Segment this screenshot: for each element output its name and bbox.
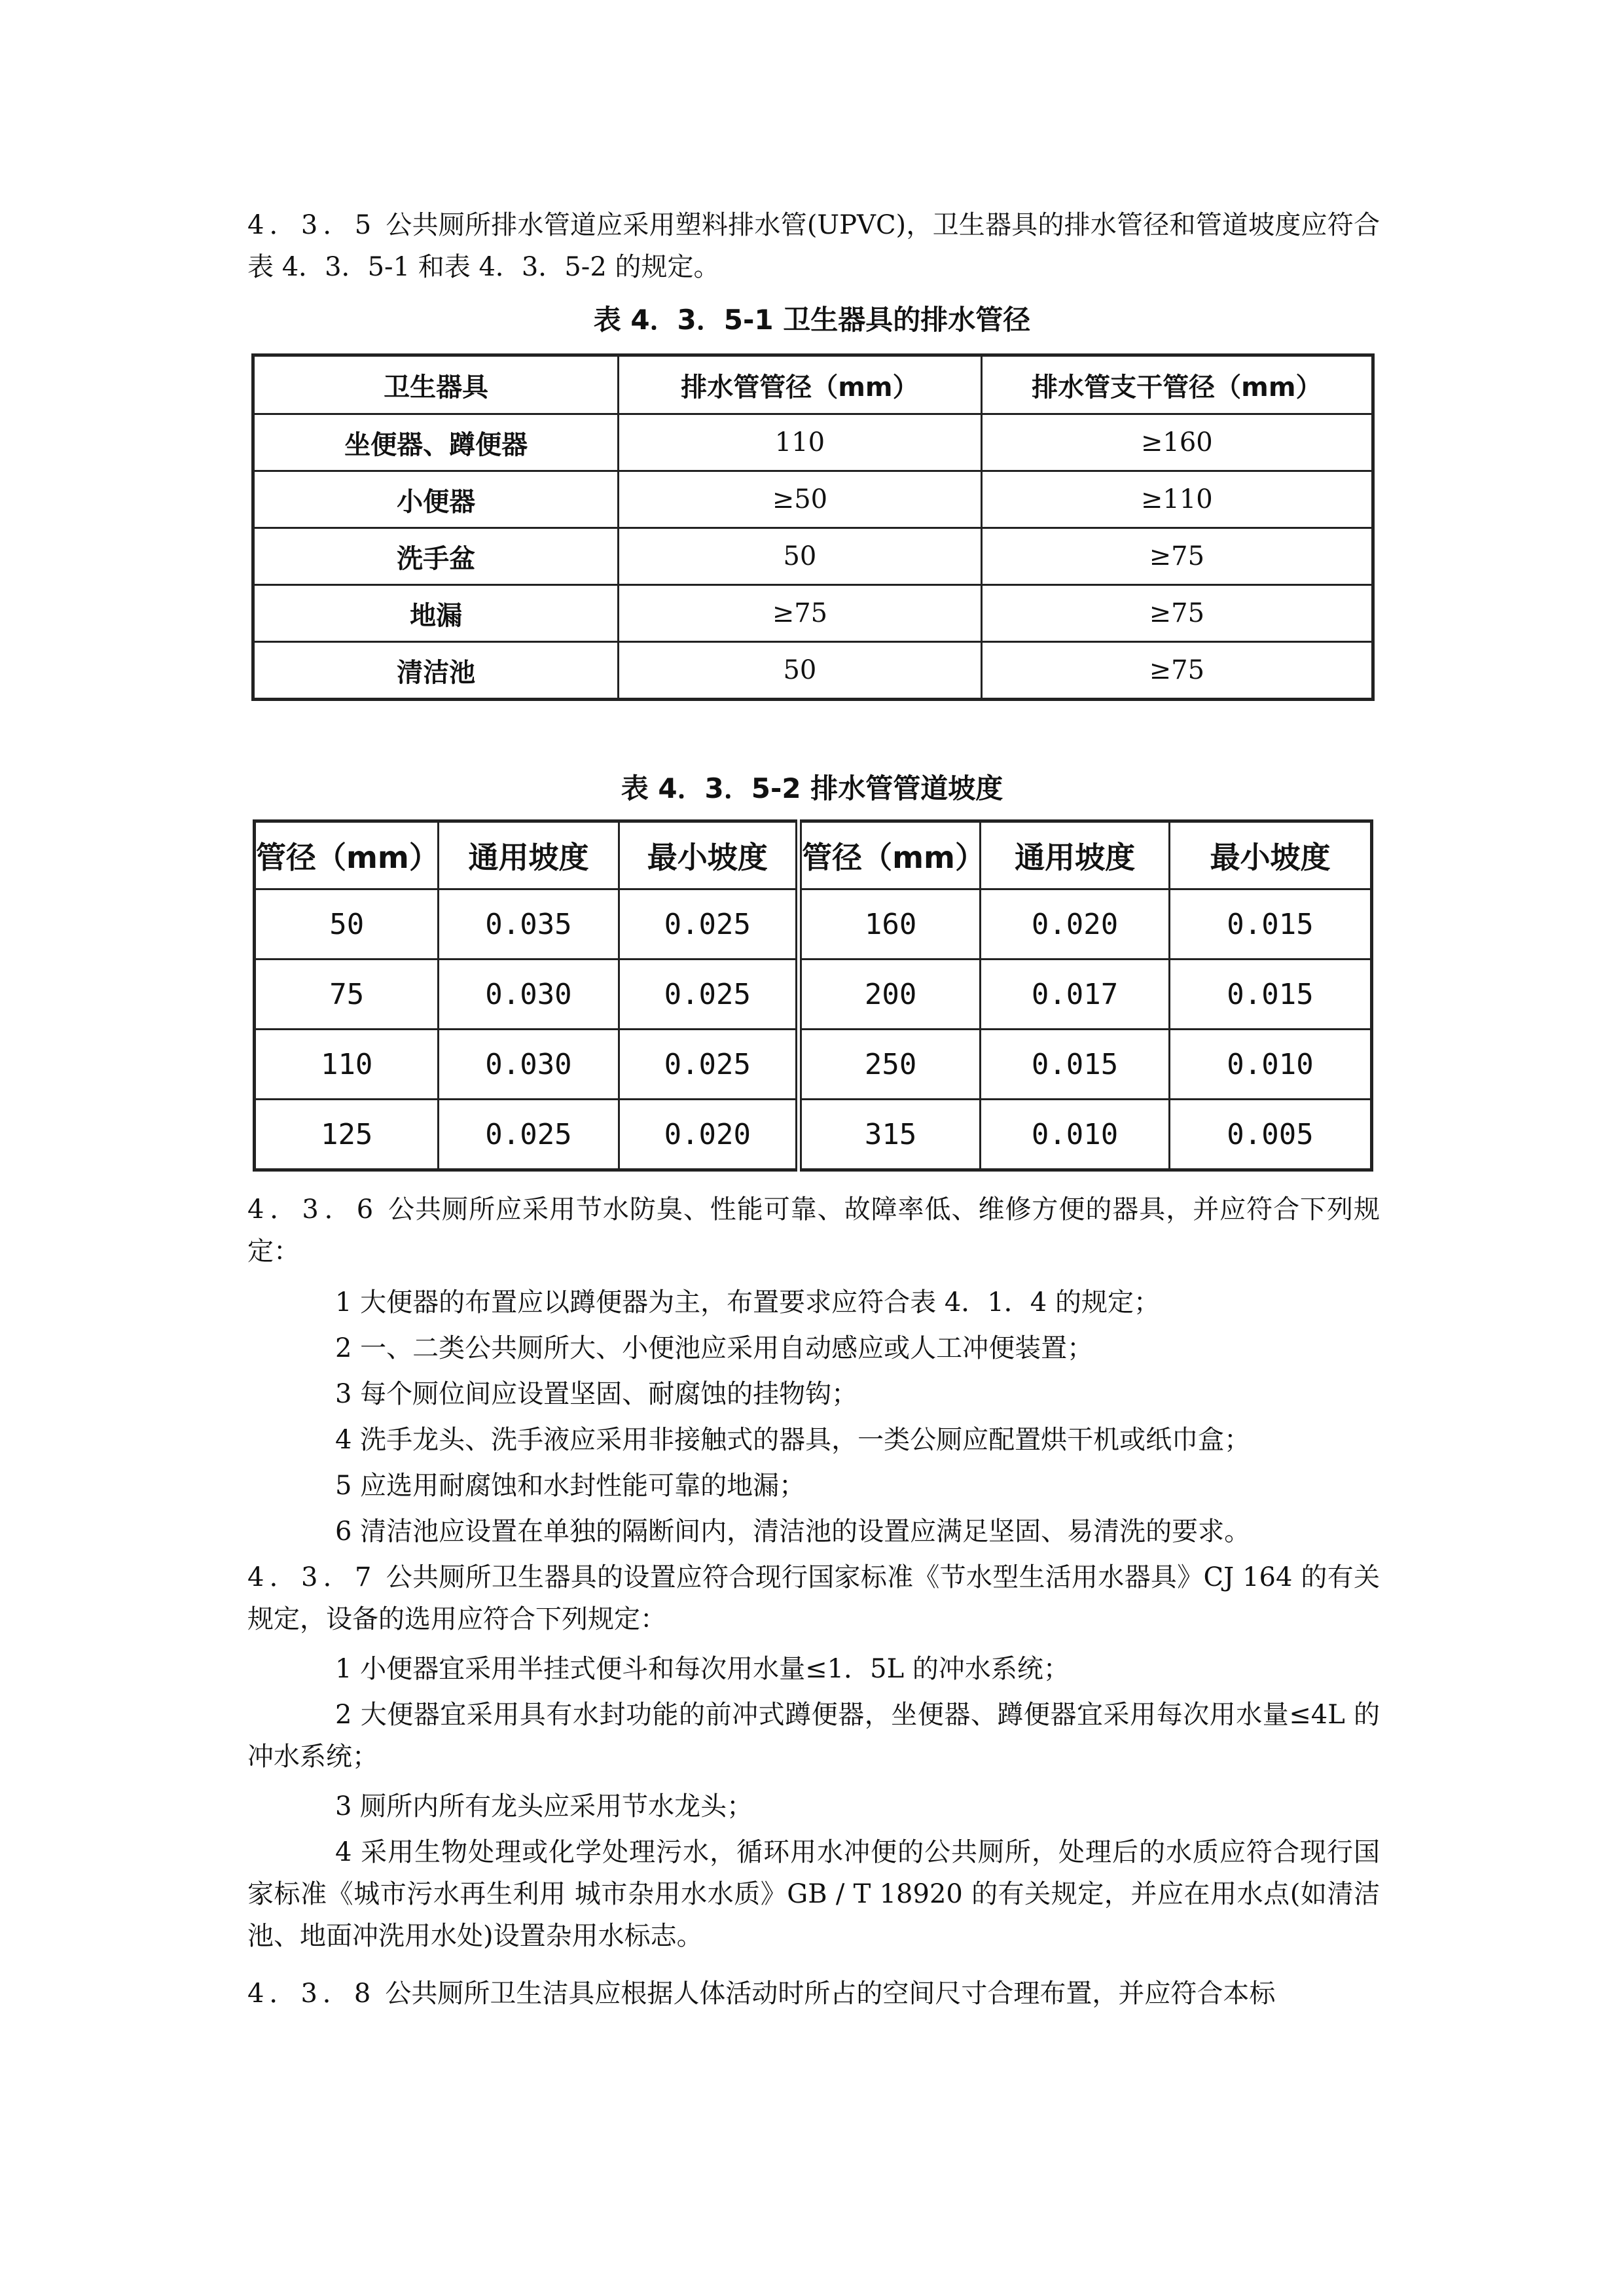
- table-cell: 小便器: [253, 471, 619, 528]
- list-item: 4 洗手龙头、洗手液应采用非接触式的器具，一类公厕应配置烘干机或纸巾盒；: [335, 1425, 1251, 1455]
- table-row: [253, 642, 1373, 700]
- table-cell: 0.025: [619, 960, 799, 1030]
- table-cell: 110: [619, 414, 981, 471]
- table-cell: 50: [619, 528, 981, 585]
- table-cell: 250: [799, 1030, 980, 1100]
- table-cell: 0.015: [981, 1030, 1170, 1100]
- drain-pipe-slope-table: [253, 819, 1373, 1172]
- table-cell: ≥50: [619, 471, 981, 528]
- table-cell: ≥75: [981, 642, 1373, 700]
- table-cell: 160: [799, 889, 980, 960]
- table-cell: 50: [255, 889, 439, 960]
- section-number: 4．3．6: [247, 1194, 379, 1225]
- table-row: [255, 1100, 1372, 1170]
- column-header: 排水管管径（mm）: [619, 355, 981, 414]
- table-cell: 0.030: [439, 960, 619, 1030]
- table-cell: ≥75: [619, 585, 981, 642]
- table-cell: 清洁池: [253, 642, 619, 700]
- column-header: 最小坡度: [1170, 821, 1372, 889]
- list-item: 1 小便器宜采用半挂式便斗和每次用水量≤1．5L 的冲水系统；: [335, 1654, 1070, 1684]
- list-item: 5 应选用耐腐蚀和水封性能可靠的地漏；: [335, 1471, 806, 1501]
- table-header-row: [255, 821, 1372, 889]
- list-item: 1 大便器的布置应以蹲便器为主，布置要求应符合表 4．1．4 的规定；: [335, 1287, 1160, 1318]
- table-cell: 0.010: [981, 1100, 1170, 1170]
- section-text: 公共厕所卫生器具的设置应符合现行国家标准《节水型生活用水器具》CJ 164 的有关规定，设备的选用应符合下列规定：: [247, 1562, 1380, 1634]
- section-text: 公共厕所排水管道应采用塑料排水管(UPVC)，卫生器具的排水管径和管道坡度应符合表 4．3．5-1 和表 4．3．5-2 的规定。: [247, 210, 1380, 282]
- table-header-row: [253, 355, 1373, 414]
- section-text: 公共厕所卫生洁具应根据人体活动时所占的空间尺寸合理布置，并应符合本标: [385, 1979, 1276, 2009]
- table-cell: 50: [619, 642, 981, 700]
- table-cell: 地漏: [253, 585, 619, 642]
- section-4-3-6: [247, 1189, 1380, 1272]
- table-cell: ≥110: [981, 471, 1373, 528]
- table-row: [253, 471, 1373, 528]
- table-cell: 0.010: [1170, 1030, 1372, 1100]
- table-cell: 200: [799, 960, 980, 1030]
- table-cell: 0.025: [619, 1030, 799, 1100]
- table-row: [255, 960, 1372, 1030]
- table-cell: 0.017: [981, 960, 1170, 1030]
- list-item: 3 厕所内所有龙头应采用节水龙头；: [335, 1791, 753, 1821]
- table-row: [253, 528, 1373, 585]
- section-number: 4．3．8: [247, 1979, 376, 2009]
- table-cell: ≥160: [981, 414, 1373, 471]
- table-cell: 0.030: [439, 1030, 619, 1100]
- table1-caption: 表 4．3．5-1 卫生器具的排水管径: [593, 304, 1031, 336]
- section-4-3-5: [247, 204, 1380, 288]
- table-row: [253, 585, 1373, 642]
- table-cell: 0.020: [981, 889, 1170, 960]
- table2-caption: 表 4．3．5-2 排水管管道坡度: [621, 772, 1003, 804]
- table-cell: 75: [255, 960, 439, 1030]
- table-cell: 315: [799, 1100, 980, 1170]
- section-number: 4．3．7: [247, 1562, 377, 1592]
- table-cell: 125: [255, 1100, 439, 1170]
- table-row: [253, 414, 1373, 471]
- list-item: 2 一、二类公共厕所大、小便池应采用自动感应或人工冲便装置；: [335, 1333, 1094, 1363]
- table-row: [255, 1030, 1372, 1100]
- table-cell: 0.020: [619, 1100, 799, 1170]
- table-cell: ≥75: [981, 528, 1373, 585]
- table-cell: 110: [255, 1030, 439, 1100]
- column-header: 通用坡度: [981, 821, 1170, 889]
- section-number: 4．3．5: [247, 210, 377, 240]
- list-item: 2 大便器宜采用具有水封功能的前冲式蹲便器，坐便器、蹲便器宜采用每次用水量≤4L 的冲水系统；: [247, 1700, 1380, 1772]
- table-cell: 0.005: [1170, 1100, 1372, 1170]
- table-cell: 0.025: [619, 889, 799, 960]
- list-item: 3 每个厕位间应设置坚固、耐腐蚀的挂物钩；: [335, 1379, 858, 1409]
- table-cell: 0.015: [1170, 960, 1372, 1030]
- list-item: 4 采用生物处理或化学处理污水，循环用水冲便的公共厕所，处理后的水质应符合现行国家标准《城市污水再生利用 城市杂用水水质》GB / T 18920 的有关规定，并应在用水点(如清洁池、地面冲洗用水处)设置杂用水标志。: [247, 1837, 1380, 1951]
- column-header: 排水管支干管径（mm）: [981, 355, 1373, 414]
- table-cell: 0.025: [439, 1100, 619, 1170]
- drain-pipe-diameter-table: [251, 353, 1375, 701]
- table-cell: 0.015: [1170, 889, 1372, 960]
- table-cell: ≥75: [981, 585, 1373, 642]
- section-4-3-7: [247, 1556, 1380, 1640]
- table-cell: 坐便器、蹲便器: [253, 414, 619, 471]
- table-row: [255, 889, 1372, 960]
- column-header: 管径（mm）: [255, 821, 439, 889]
- column-header: 通用坡度: [439, 821, 619, 889]
- list-item: 6 清洁池应设置在单独的隔断间内，清洁池的设置应满足坚固、易清洗的要求。: [335, 1516, 1251, 1547]
- table-cell: 洗手盆: [253, 528, 619, 585]
- column-header: 管径（mm）: [799, 821, 980, 889]
- table-cell: 0.035: [439, 889, 619, 960]
- column-header: 卫生器具: [253, 355, 619, 414]
- section-text: 公共厕所应采用节水防臭、性能可靠、故障率低、维修方便的器具，并应符合下列规定：: [247, 1194, 1380, 1266]
- column-header: 最小坡度: [619, 821, 799, 889]
- section-4-3-8: [247, 1973, 1380, 2015]
